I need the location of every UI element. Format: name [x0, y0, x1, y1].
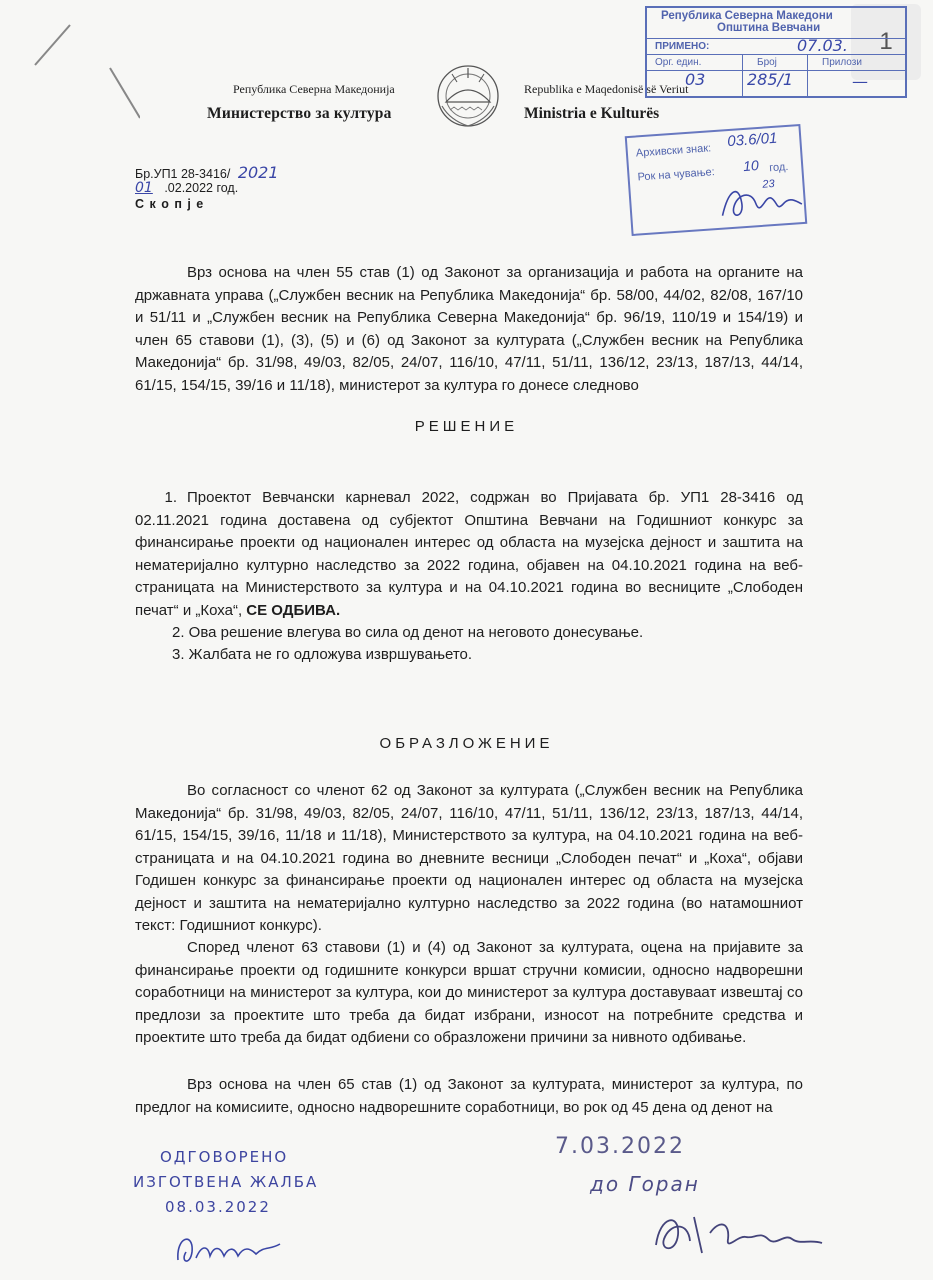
reasoning-paragraph-2: Според членот 63 ставови (1) и (4) од Законот за културата, оцена на пријавите за финансирање проекти од годишните конкурси вршат стручни комисии, односно надворешни соработници на министерот за култура, кои до министерот за култура доставуваат извештај со предлози за проектите што треба да бидат избрани, износот на потребните средства и проектите што треба да бидат одбиени со образложени причини за нивното одбивање.	[135, 939, 803, 1046]
reasoning-paragraph-1: Во согласност со членот 62 од Законот за културата („Службен весник на Република Македонија“ бр. 31/98, 49/03, 82/05, 24/07, 116/10, 47/11, 51/11, 136/12, 23/13, 187/13, 44/14, 61/15, 154/15, 39/16, 11/18 и 11/18), Министерството за култура, на 04.10.2021 година на веб-страницата и на 04.10.2021 година во дневните весници „Слободен печат“ и „Коха“, објави Годишен конкурс за финансирање проекти од национален интерес од областа на музејска дејност и заштита на нематеријално културно наследство за 2022 година (во натамошниот текст: Годишниот конкурс).	[135, 782, 803, 934]
stamp-attachments-value: —	[852, 72, 868, 91]
reasoning-heading: ОБРАЗЛОЖЕНИЕ	[379, 735, 554, 752]
stamp-retention-label: Рок на чување:	[637, 166, 716, 184]
reference-city: С к о п ј е	[135, 197, 205, 211]
paperclip-mark	[30, 20, 140, 130]
stamp-retention-suffix: год.	[768, 160, 789, 175]
stamp-org-unit-label: Орг. един.	[655, 57, 702, 68]
reference-day-handwritten: 01	[135, 180, 153, 196]
decision-item-1	[135, 487, 803, 622]
stamp-retention-value: 10	[742, 157, 760, 175]
archive-stamp	[625, 124, 808, 236]
stamp-country: Република Северна Македони	[661, 10, 833, 22]
left-signature-icon	[170, 1222, 310, 1274]
reference-date-suffix: .02.2022 год.	[164, 181, 239, 195]
page-number-indicator[interactable]: 1	[851, 4, 921, 80]
stamp-municipality: Општина Вевчани	[717, 22, 821, 34]
handwritten-note-answered: ОДГОВОРЕНО	[160, 1148, 289, 1166]
state-emblem-icon	[430, 58, 506, 134]
reasoning-paragraph-3: Врз основа на член 65 став (1) од Законот за културата, министерот за култура, по предлог на комисиите, односно надворешните соработници, во рок од 45 дена од денот на	[135, 1076, 803, 1116]
decision-item-2: 2. Ова решение влегува во сила од денот на неговото донесување.	[172, 624, 644, 641]
stamp-archive-label: Архивски знак:	[635, 142, 712, 160]
header-ministry-mk: Министерство за култура	[207, 105, 392, 122]
decision-item-1-number: 1.	[164, 489, 177, 506]
intro-paragraph: Врз основа на член 55 став (1) од Законот за организација и работа на органите на државната управа („Службен весник на Република Македонија“ бр. 58/00, 44/02, 82/08, 167/10 и 51/11 и „Службен весник на Република Северна Македонија“ бр. 96/19, 110/19 и 154/19) и член 65 ставови (1), (3), (5) и (6) од Законот за културата („Службен весник на Република Македонија“ бр. 31/98, 49/03, 82/05, 24/07, 116/10, 47/11, 51/11, 136/12, 23/13, 187/13, 44/14, 61/15, 154/15, 39/16 и 11/18), министерот за култура го донесе следново	[135, 264, 803, 394]
right-signature-icon	[650, 1205, 830, 1265]
decision-item-1-verdict: СЕ ОДБИВА.	[246, 601, 341, 619]
reference-date	[135, 180, 238, 196]
header-ministry-sq: Ministria e Kulturës	[524, 105, 660, 122]
decision-heading: РЕШЕНИЕ	[414, 418, 519, 435]
stamp-archive-value: 03.6/01	[726, 129, 778, 151]
archive-signature-icon	[714, 174, 807, 226]
stamp-received-date: 07.03.	[797, 36, 848, 55]
reference-number-prefix: Бр.УП1 28-3416/	[135, 167, 231, 181]
header-country-sq: Republika e Maqedonisë së Veriut	[524, 82, 689, 96]
handwritten-right-to: до Горан	[590, 1172, 700, 1196]
stamp-number-value: 285/1	[747, 70, 794, 89]
handwritten-note-appeal: ИЗГОТВЕНА ЖАЛБА	[133, 1173, 319, 1191]
stamp-received-label: ПРИМЕНО:	[655, 41, 710, 52]
handwritten-note-date: 08.03.2022	[165, 1198, 271, 1216]
stamp-extra-value: 23	[762, 177, 776, 191]
received-stamp	[645, 6, 907, 98]
decision-item-3: 3. Жалбата не го одложува извршувањето.	[172, 646, 473, 663]
header-country-mk: Република Северна Македонија	[233, 82, 395, 96]
stamp-number-label: Број	[757, 57, 777, 68]
handwritten-right-date: 7.03.2022	[555, 1134, 685, 1159]
reference-number-handwritten: 2021	[237, 163, 279, 182]
stamp-org-unit-value: 03	[685, 70, 706, 89]
stamp-attachments-label: Прилози	[822, 57, 862, 68]
decision-item-1-text: Проектот Вевчански карневал 2022, содржан во Пријавата бр. УП1 28-3416 од 02.11.2021 година доставена од субјектот Општина Вевчани на Годишниот конкурс за финансирање проекти од национален интерес од областа на музејска дејност и заштита на нематеријално културно наследство за 2022 година, објавен на 04.10.2021 година на веб-страницата на Министерството за култура и на 04.10.2021 година во весниците „Слободен печат“ и „Коха“,	[135, 489, 803, 619]
